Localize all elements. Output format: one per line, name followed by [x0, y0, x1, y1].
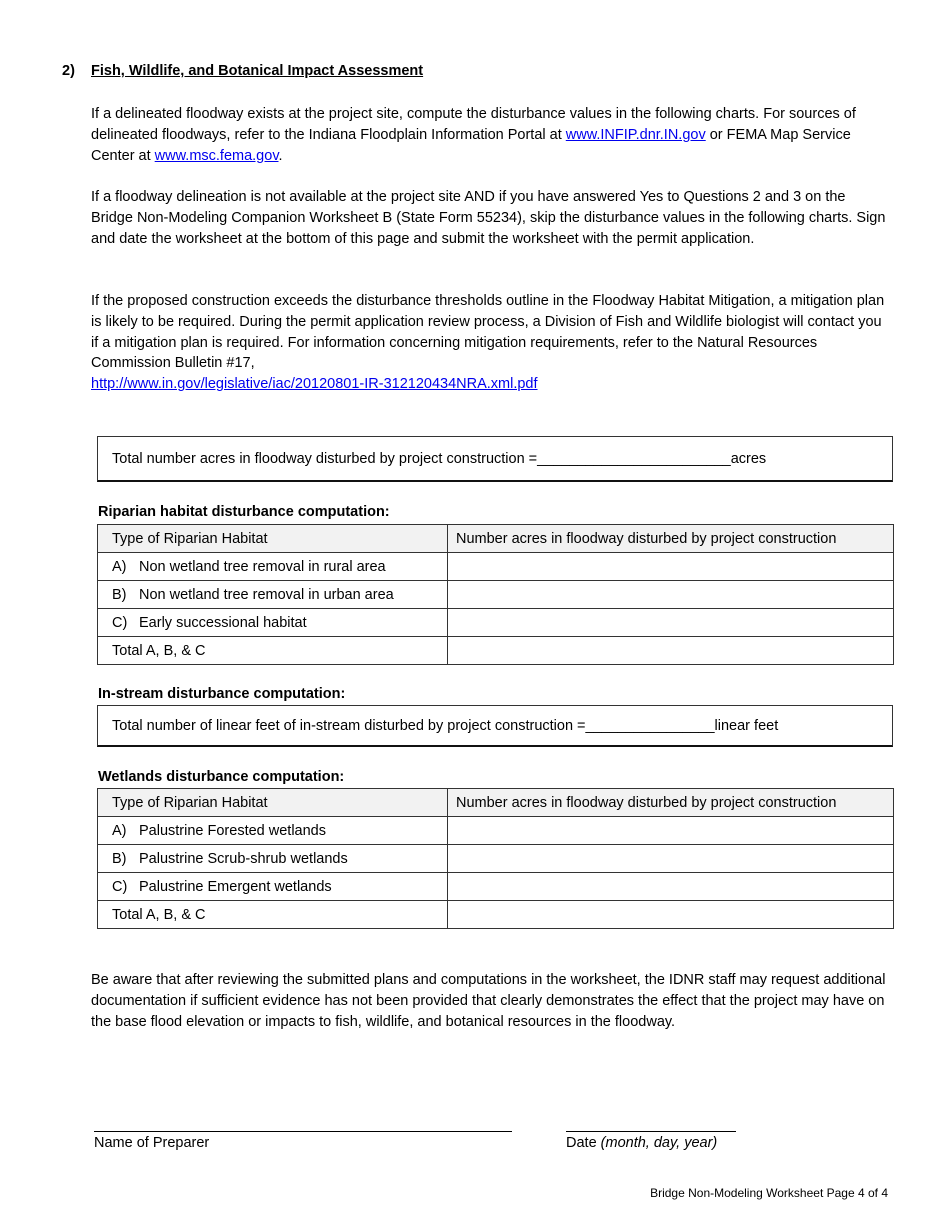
acres-input-cell[interactable]: [448, 581, 894, 609]
section-number: 2): [62, 63, 75, 79]
wetlands-section-label: Wetlands disturbance computation:: [98, 769, 345, 785]
paragraph-text: If a delineated floodway exists at the project site, compute the disturbance values in the following charts. For sources of delineated floodways, refer to the Indiana Floodplain Information Portal at: [91, 106, 856, 143]
section-heading: [62, 63, 423, 79]
wetlands-table: [97, 788, 894, 929]
row-letter: C): [112, 614, 128, 631]
total-label: Total A, B, & C: [98, 901, 448, 929]
paragraph-text: or FEMA Map Service Center at: [91, 126, 851, 164]
total-input-cell[interactable]: [448, 901, 894, 929]
linear-feet-field[interactable]: ________________: [585, 717, 715, 734]
page-footer: Bridge Non-Modeling Worksheet Page 4 of 4: [650, 1186, 888, 1200]
table-row: [98, 609, 894, 637]
riparian-section-label: Riparian habitat disturbance computation:: [98, 504, 390, 520]
row-label: Non wetland tree removal in urban area: [139, 586, 394, 603]
riparian-table: [97, 524, 894, 665]
row-label: Non wetland tree removal in rural area: [139, 558, 386, 575]
row-letter: B): [112, 850, 127, 867]
table-row: [98, 581, 894, 609]
row-letter: A): [112, 558, 127, 575]
column-header-habitat-type: Type of Riparian Habitat: [98, 525, 448, 553]
instream-box: [97, 705, 893, 747]
instream-label: Total number of linear feet of in-stream disturbed by project construction =: [112, 717, 586, 734]
intro-paragraph: [91, 104, 891, 166]
paragraph-text: If the proposed construction exceeds the disturbance thresholds outline in the Floodway Habitat Mitigation, a mitigation plan is likely to be required. During the permit application review process, a Division of Fish and Wildlife biologist will contact you if a mitigation plan is required. For information concerning mitigation requirements, refer to the Natural Resources Commission Bulletin #17,: [91, 293, 885, 372]
table-row: [98, 845, 894, 873]
total-acres-unit: acres: [730, 450, 767, 467]
date-label-group: [566, 1135, 717, 1151]
total-label: Total A, B, & C: [98, 637, 448, 665]
acres-input-cell[interactable]: [448, 845, 894, 873]
table-row: [98, 553, 894, 581]
total-acres-field[interactable]: ________________________: [537, 450, 731, 467]
row-label: Palustrine Emergent wetlands: [139, 878, 332, 895]
acres-input-cell[interactable]: [448, 817, 894, 845]
table-total-row: [98, 637, 894, 665]
instream-section-label: In-stream disturbance computation:: [98, 686, 346, 702]
mitigation-paragraph: [91, 291, 891, 395]
table-header-row: [98, 789, 894, 817]
total-acres-label: Total number acres in floodway disturbed by project construction =: [112, 450, 538, 467]
acres-input-cell[interactable]: [448, 873, 894, 901]
column-header-habitat-type: Type of Riparian Habitat: [98, 789, 448, 817]
column-header-acres: Number acres in floodway disturbed by project construction: [448, 525, 894, 553]
acres-input-cell[interactable]: [448, 553, 894, 581]
preparer-signature-line[interactable]: [94, 1131, 512, 1132]
date-format-hint: (month, day, year): [600, 1135, 718, 1151]
row-letter: B): [112, 586, 127, 603]
row-label: Palustrine Forested wetlands: [139, 822, 326, 839]
table-row: [98, 817, 894, 845]
nrc-bulletin-link[interactable]: http://www.in.gov/legislative/iac/20120801-IR-312120434NRA.xml.pdf: [91, 376, 538, 393]
skip-instructions-paragraph: If a floodway delineation is not available at the project site AND if you have answered Yes to Questions 2 and 3 on the Bridge Non-Modeling Companion Worksheet B (State Form 55234), skip the disturbance values in the following charts. Sign and date the worksheet at the bottom of this page and submit the worksheet with the permit application.: [91, 189, 886, 247]
fema-link[interactable]: www.msc.fema.gov: [154, 147, 279, 164]
total-input-cell[interactable]: [448, 637, 894, 665]
table-row: [98, 873, 894, 901]
review-notice-paragraph: Be aware that after reviewing the submitted plans and computations in the worksheet, the IDNR staff may request additional documentation if sufficient evidence has not been provided that clearly demonstrates the effect that the project may have on the base flood elevation or impacts to fish, wildlife, and botanical resources in the floodway.: [91, 972, 886, 1030]
linear-feet-unit: linear feet: [714, 717, 779, 734]
infip-link[interactable]: www.INFIP.dnr.IN.gov: [565, 126, 706, 143]
table-header-row: [98, 525, 894, 553]
date-label: Date: [566, 1135, 601, 1151]
column-header-acres: Number acres in floodway disturbed by project construction: [448, 789, 894, 817]
row-label: Early successional habitat: [139, 614, 307, 631]
table-total-row: [98, 901, 894, 929]
section-title: Fish, Wildlife, and Botanical Impact Assessment: [91, 63, 424, 79]
row-letter: C): [112, 878, 128, 895]
row-letter: A): [112, 822, 127, 839]
preparer-label: Name of Preparer: [94, 1135, 210, 1151]
paragraph-text: .: [278, 147, 283, 164]
total-acres-box: [97, 436, 893, 482]
date-signature-line[interactable]: [566, 1131, 736, 1132]
row-label: Palustrine Scrub-shrub wetlands: [139, 850, 348, 867]
acres-input-cell[interactable]: [448, 609, 894, 637]
